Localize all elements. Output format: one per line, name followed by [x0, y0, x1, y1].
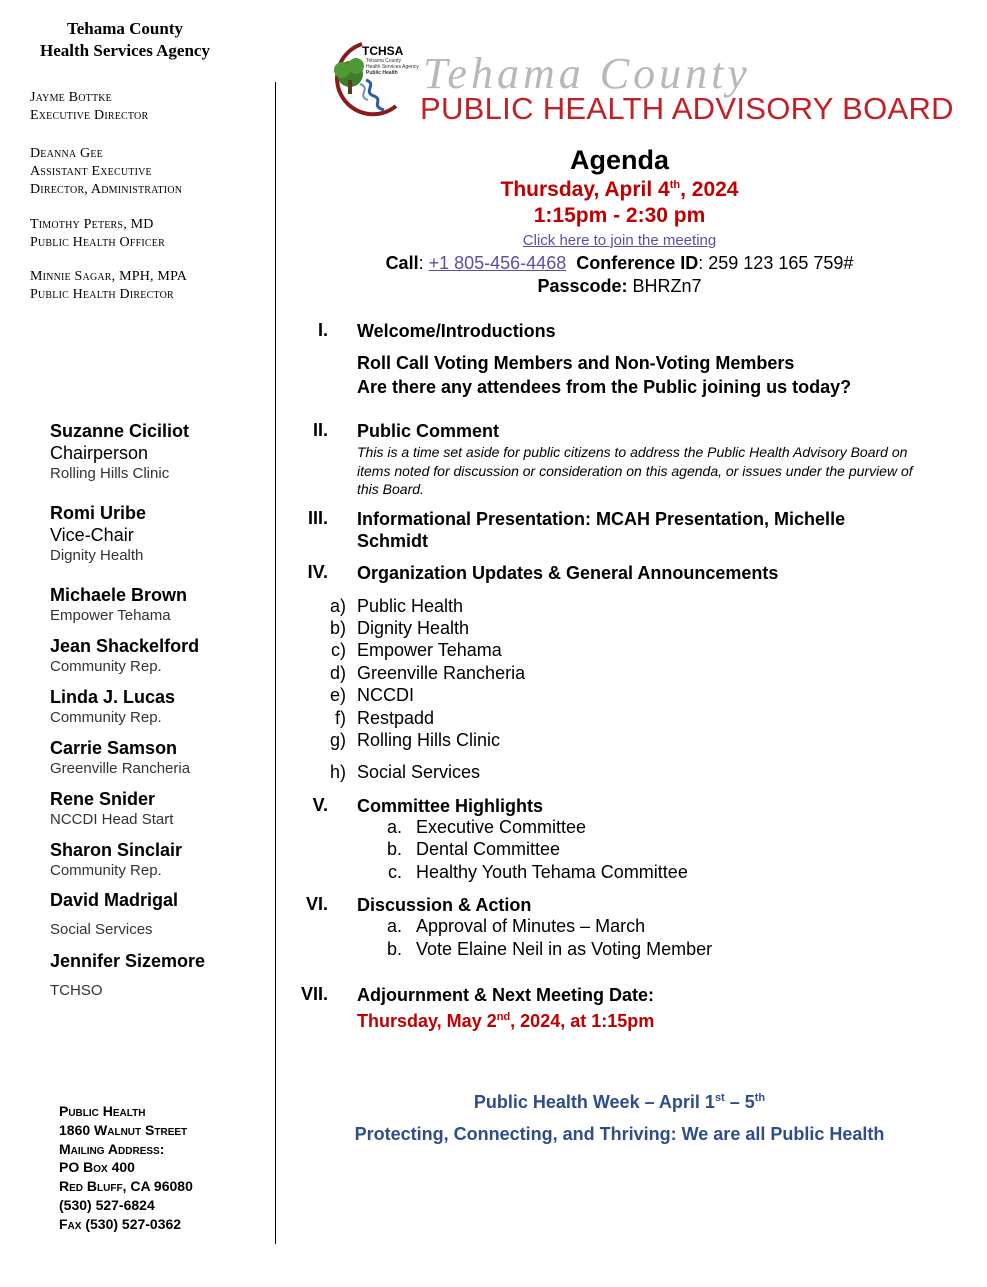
date-text: Thursday, April 4: [500, 178, 670, 201]
board-member: [50, 950, 265, 1001]
next-date-text: Thursday, May 2: [357, 1011, 497, 1031]
board-member: [50, 502, 265, 566]
item-title: Adjournment & Next Meeting Date:: [357, 985, 655, 1005]
motto: Protecting, Connecting, and Thriving: We are all Public Health: [354, 1124, 885, 1144]
banner-title: PUBLIC HEALTH ADVISORY BOARD: [420, 91, 954, 126]
public-health-week: [276, 1092, 963, 1113]
member-org: Social Services: [50, 921, 153, 938]
sub-letter: h): [329, 762, 346, 782]
member-name: Jennifer Sizemore: [50, 951, 206, 971]
sub-item: Dignity Health: [357, 618, 470, 638]
item-title: Welcome/Introductions: [357, 321, 556, 341]
logo-subtext: [366, 58, 419, 76]
board-member: [50, 839, 265, 881]
staff-title: Public Health Officer: [30, 235, 165, 250]
address-line: Public Health: [59, 1103, 146, 1119]
sub-letter: a.: [386, 817, 402, 837]
staff-entry: [30, 89, 148, 125]
call-label: Call: [385, 253, 419, 273]
item-number: IV.: [307, 562, 328, 582]
item-number: V.: [312, 795, 328, 815]
member-org: Dignity Health: [50, 547, 144, 564]
staff-name: Deanna Gee: [30, 146, 103, 161]
board-member: [50, 737, 265, 779]
meeting-time: 1:15pm - 2:30 pm: [533, 204, 706, 227]
next-date-rest: , 2024, at 1:15pm: [510, 1011, 655, 1031]
passcode-info: [276, 276, 963, 297]
item-title: Discussion & Action: [357, 895, 532, 915]
passcode-value: BHRZn7: [627, 276, 702, 296]
item-description: This is a time set aside for public citizens to address the Public Health Advisory Board on items noted for discussion or consideration on this agenda, or issues under the purview of this Board.: [357, 444, 913, 497]
sub-item: Empower Tehama: [357, 640, 502, 660]
member-name: Michaele Brown: [50, 585, 188, 605]
logo-sub-2: Health Services Agency: [366, 64, 419, 70]
address-line: Red Bluff, CA 96080: [59, 1178, 193, 1195]
sub-item: Executive Committee: [416, 817, 587, 837]
join-meeting-link[interactable]: Click here to join the meeting: [522, 232, 717, 249]
member-org: Rolling Hills Clinic: [50, 465, 170, 482]
member-name: Linda J. Lucas: [50, 687, 176, 707]
item-number: VI.: [305, 894, 328, 914]
sub-item: Dental Committee: [416, 839, 561, 859]
item-number: III.: [307, 508, 328, 528]
address-line: PO Box 400: [59, 1159, 135, 1176]
banner-script-title: Tehama County: [423, 49, 751, 98]
sub-item: Healthy Youth Tehama Committee: [416, 862, 688, 882]
sub-item: Restpadd: [357, 708, 435, 728]
sub-item: Vote Elaine Neil in as Voting Member: [416, 939, 713, 959]
sub-letter: b): [329, 618, 346, 638]
address-line: Mailing Address:: [59, 1140, 165, 1157]
item-line: Roll Call Voting Members and Non-Voting Members: [357, 353, 795, 373]
sub-letter: d): [329, 663, 346, 683]
item-title: Organization Updates & General Announcements: [357, 563, 779, 583]
board-member: [50, 584, 265, 626]
logo-sub-3: Public Health: [366, 70, 398, 76]
sub-letter: b.: [386, 939, 402, 959]
mailing-address: [59, 1102, 193, 1234]
week-text: Public Health Week – April 1: [473, 1092, 715, 1112]
address-line: 1860 Walnut Street: [59, 1121, 188, 1138]
conference-id: : 259 123 165 759#: [698, 253, 854, 273]
member-org: Community Rep.: [50, 709, 162, 726]
call-info: Call: +1 805-456-4468 Conference ID: 259 123 165 759#: [385, 253, 854, 273]
sub-item: Social Services: [357, 762, 481, 782]
address-line: Fax (530) 527-0362: [59, 1215, 182, 1232]
meeting-date: [276, 178, 963, 202]
item-title: Committee Highlights: [357, 796, 544, 816]
staff-entry: [30, 268, 187, 304]
staff-title-2: Director, Administration: [30, 182, 183, 197]
item-number: II.: [312, 420, 328, 440]
board-member: [50, 420, 265, 484]
date-year: , 2024: [680, 178, 739, 201]
next-date-sup: nd: [496, 1011, 511, 1023]
member-name: Jean Shackelford: [50, 636, 200, 656]
staff-name: Minnie Sagar, MPH, MPA: [30, 269, 188, 284]
item-number: VII.: [300, 984, 328, 1004]
sub-letter: a.: [386, 916, 402, 936]
sub-letter: e): [329, 685, 346, 705]
next-meeting-date: [357, 1006, 917, 1032]
member-name: Sharon Sinclair: [50, 840, 183, 860]
conference-label: Conference ID: [576, 253, 699, 273]
agency-name: [0, 18, 250, 62]
agency-line-2: Health Services Agency: [40, 41, 210, 60]
sub-letter: f): [335, 708, 346, 728]
member-org: TCHSO: [50, 982, 103, 999]
sub-letter: a): [329, 596, 346, 616]
logo-sub-1: Tehama County: [366, 58, 402, 64]
item-title: Public Comment: [357, 421, 500, 441]
staff-title: Executive Director: [30, 108, 149, 123]
board-member: [50, 686, 265, 728]
week-mid: – 5: [724, 1092, 755, 1112]
board-member: [50, 788, 265, 830]
staff-name: Timothy Peters, MD: [30, 217, 154, 232]
board-member: [50, 889, 265, 940]
sub-letter: g): [329, 730, 346, 750]
item-line: Are there any attendees from the Public joining us today?: [357, 377, 852, 397]
member-name: Suzanne Ciciliot: [50, 421, 190, 441]
sub-item: Rolling Hills Clinic: [357, 730, 501, 750]
member-name: Romi Uribe: [50, 503, 147, 523]
sub-item: Public Health: [357, 596, 464, 616]
staff-entry: [30, 145, 182, 199]
member-org: Community Rep.: [50, 658, 162, 675]
passcode-label: Passcode:: [537, 276, 628, 296]
member-name: Carrie Samson: [50, 738, 178, 758]
week-sup-1: st: [714, 1092, 725, 1104]
sub-letter: c): [331, 640, 346, 660]
week-sup-2: th: [754, 1092, 766, 1104]
agency-line-1: Tehama County: [66, 19, 184, 38]
phone-link[interactable]: +1 805-456-4468: [428, 253, 567, 273]
address-line: (530) 527-6824: [59, 1196, 155, 1213]
sub-item: NCCDI: [357, 685, 414, 705]
staff-entry: [30, 216, 165, 252]
sub-letter: b.: [386, 839, 402, 859]
page-title: Agenda: [569, 145, 669, 175]
sub-item: Greenville Rancheria: [357, 663, 526, 683]
member-name: Rene Snider: [50, 789, 156, 809]
member-org: Empower Tehama: [50, 607, 171, 624]
staff-title: Assistant Executive: [30, 164, 152, 179]
member-role: Vice-Chair: [50, 525, 134, 545]
sub-letter: c.: [387, 862, 402, 882]
item-number: I.: [317, 320, 328, 340]
sub-item: Approval of Minutes – March: [416, 916, 646, 936]
date-sup: th: [669, 179, 681, 191]
member-role: Chairperson: [50, 443, 149, 463]
member-org: Community Rep.: [50, 862, 162, 879]
logo-acronym: TCHSA: [362, 44, 404, 58]
item-title: Informational Presentation: MCAH Presentation, Michelle Schmidt: [357, 509, 846, 551]
member-name: David Madrigal: [50, 890, 179, 910]
member-org: NCCDI Head Start: [50, 811, 174, 828]
member-org: Greenville Rancheria: [50, 760, 191, 777]
staff-title: Public Health Director: [30, 287, 174, 302]
board-member: [50, 635, 265, 677]
staff-name: Jayme Bottke: [30, 90, 112, 105]
